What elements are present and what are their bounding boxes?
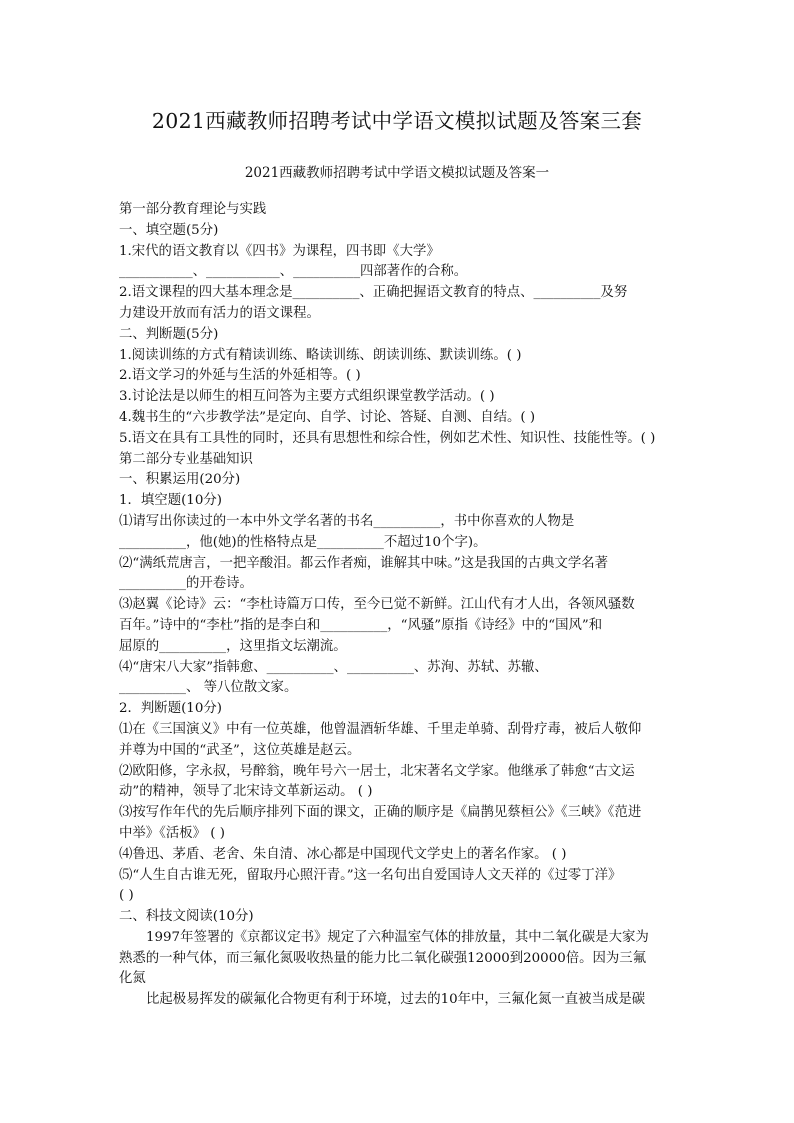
question-heading-reading: 二、科技文阅读(10分) [119, 909, 254, 925]
text-line: 中举》《活板》 ( ) [119, 825, 225, 841]
text-line: ⑶赵翼《论诗》云：“李杜诗篇万口传，至今已觉不新鲜。江山代有才人出，各领风骚数 [119, 597, 635, 613]
text-line: 百年。”诗中的“李杜”指的是李白和__________，“风骚”原指《诗经》中的“国风”和 [119, 617, 603, 633]
text-line: ⑷“唐宋八大家”指韩愈、__________、__________、苏洵、苏轼、苏辙、 [119, 659, 548, 675]
paragraph-line: 比起极易挥发的碳氟化合物更有利于环境，过去的10年中，三氟化氮一直被当成是碳 [146, 992, 646, 1008]
text-line: ⑶按写作年代的先后顺序排列下面的课文，正确的顺序是《扁鹊见蔡桓公》《三峡》《范进 [119, 805, 642, 821]
document-body [119, 200, 689, 1011]
question-heading-fill-blank: 一、填空题(5分) [119, 222, 219, 238]
text-line: ⑴请写出你读过的一本中外文学名著的书名__________，书中你喜欢的人物是 [119, 513, 575, 529]
text-line: __________、 等八位散文家。 [119, 680, 298, 696]
text-line: __________，他(她)的性格特点是__________不超过10个字)。 [119, 534, 487, 550]
paragraph-line: 1997年签署的《京都议定书》规定了六种温室气体的排放量，其中二氧化碳是大家为 [146, 929, 649, 945]
text-line: 5.语文在具有工具性的同时，还具有思想性和综合性，例如艺术性、知识性、技能性等。( ) [119, 430, 656, 446]
text-line: ___________、___________、__________四部著作的合称。 [119, 264, 468, 280]
document-subtitle: 2021西藏教师招聘考试中学语文模拟试题及答案一 [244, 165, 550, 181]
text-line: 1.宋代的语文教育以《四书》为课程，四书即《大学》 [119, 243, 440, 259]
section-heading-part-two: 第二部分专业基础知识 [119, 451, 253, 467]
document-title: 2021西藏教师招聘考试中学语文模拟试题及答案三套 [151, 109, 643, 133]
text-line: ⑵欧阳修，字永叔，号醉翁，晚年号六一居士，北宋著名文学家。他继承了韩愈“古文运 [119, 763, 635, 779]
question-heading-fill-blank: 1．填空题(10分) [119, 493, 222, 509]
text-line: __________的开卷诗。 [119, 576, 253, 592]
text-line: ⑵“满纸荒唐言，一把辛酸泪。都云作者痴，谁解其中味。”这是我国的古典文学名著 [119, 555, 609, 571]
text-line: 1.阅读训练的方式有精读训练、略读训练、朗读训练、默读训练。( ) [119, 347, 522, 363]
text-line: 力建设开放而有活力的语文课程。 [119, 305, 320, 321]
question-heading-true-false: 2．判断题(10分) [119, 701, 222, 717]
section-heading-part-one: 第一部分教育理论与实践 [119, 202, 267, 217]
text-line: 动”的精神，领导了北宋诗文革新运动。 ( ) [119, 784, 373, 800]
text-line: 2.语文课程的四大基本理念是__________、正确把握语文教育的特点、__________及努 [119, 285, 628, 301]
text-line: ⑸“人生自古谁无死，留取丹心照汗青。”这一名句出自爱国诗人文天祥的《过零丁洋》 [119, 867, 622, 883]
text-line: 2.语文学习的外延与生活的外延相等。( ) [119, 368, 361, 384]
text-line: ⑴在《三国演义》中有一位英雄，他曾温酒斩华雄、千里走单骑、刮骨疗毒，被后人敬仰 [119, 721, 642, 737]
text-line: 3.讨论法是以师生的相互问答为主要方式组织课堂教学活动。( ) [119, 389, 495, 405]
question-heading-true-false: 二、判断题(5分) [119, 326, 219, 342]
text-line: 并尊为中国的“武圣”，这位英雄是赵云。 [119, 742, 361, 758]
text-line: 屈原的__________，这里指文坛潮流。 [119, 638, 347, 654]
text-line: 4.魏书生的“六步教学法”是定向、自学、讨论、答疑、自测、自结。( ) [119, 409, 536, 425]
text-line: ⑷鲁迅、茅盾、老舍、朱自清、冰心都是中国现代文学史上的著名作家。 ( ) [119, 846, 567, 862]
question-heading-accumulation: 一、积累运用(20分) [119, 472, 241, 488]
paragraph-line: 化氮 [119, 971, 146, 987]
paragraph-line: 熟悉的一种气体，而三氟化氮吸收热量的能力比二氧化碳强12000到20000倍。因为三氟 [119, 950, 647, 966]
text-line: ( ) [119, 888, 134, 904]
